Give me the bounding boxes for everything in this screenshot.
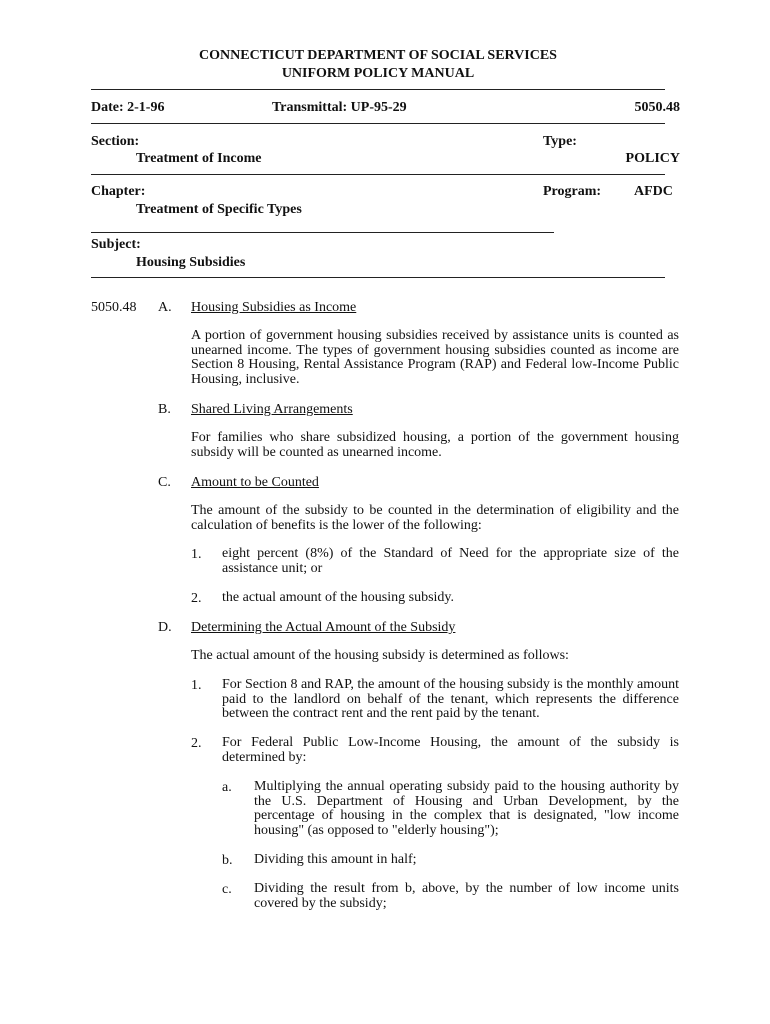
type-value: POLICY [625, 151, 680, 166]
list-number: 2. [191, 736, 202, 751]
transmittal-field: Transmittal: UP-95-29 [272, 100, 407, 115]
divider [91, 123, 665, 124]
manual-title-line2: UNIFORM POLICY MANUAL [281, 66, 475, 81]
paragraph-c: The amount of the subsidy to be counted in the determination of eligibility and the calculation of benefits is the lower of the following: [191, 503, 679, 533]
divider [91, 174, 665, 175]
program-value: AFDC [634, 184, 673, 199]
list-item: For Federal Public Low-Income Housing, the amount of the subsidy is determined by: [222, 735, 679, 765]
chapter-label: Chapter: [91, 184, 146, 199]
section-value: Treatment of Income [136, 151, 262, 166]
item-marker-b: B. [158, 402, 171, 417]
list-item: eight percent (8%) of the Standard of Need for the appropriate size of the assistance unit; or [222, 546, 679, 576]
date-field: Date: 2-1-96 [91, 100, 165, 115]
item-marker-a: A. [158, 300, 172, 315]
heading-housing-subsidies-as-income: Housing Subsidies as Income [191, 300, 357, 315]
heading-determining-actual-amount: Determining the Actual Amount of the Subsidy [191, 620, 456, 635]
manual-title-line1: CONNECTICUT DEPARTMENT OF SOCIAL SERVICES [199, 48, 557, 63]
policy-number: 5050.48 [634, 100, 680, 115]
chapter-value: Treatment of Specific Types [136, 202, 302, 217]
program-label: Program: [543, 184, 602, 199]
sublist-letter: b. [222, 853, 233, 868]
type-label: Type: [543, 134, 577, 149]
sublist-letter: a. [222, 780, 232, 795]
paragraph-a: A portion of government housing subsidies received by assistance units is counted as unearned income. The types of government housing subsidies counted as income are Section 8 Housing, Rental Assistance Program (RAP) and Federal low-Income Public Housing, inclusive. [191, 328, 679, 387]
divider [91, 277, 665, 278]
subject-value: Housing Subsidies [136, 255, 246, 270]
sublist-item: Dividing the result from b, above, by the number of low income units covered by the subsidy; [254, 881, 679, 911]
list-item: For Section 8 and RAP, the amount of the housing subsidy is the monthly amount paid to the landlord on behalf of the tenant, which represents the difference between the contract rent and the rent paid by the tenant. [222, 677, 679, 722]
divider [91, 89, 665, 90]
sublist-item: Dividing this amount in half; [254, 852, 417, 867]
sublist-letter: c. [222, 882, 232, 897]
heading-amount-to-be-counted: Amount to be Counted [191, 475, 319, 490]
section-label: Section: [91, 134, 140, 149]
subject-label: Subject: [91, 237, 141, 252]
list-item: the actual amount of the housing subsidy. [222, 590, 454, 605]
divider [91, 232, 554, 233]
list-number: 1. [191, 547, 202, 562]
item-marker-d: D. [158, 620, 172, 635]
sublist-item: Multiplying the annual operating subsidy paid to the housing authority by the U.S. Department of Housing and Urban Development, by the percentage of housing in the complex that is designated, "low income housing" (as opposed to "elderly housing"); [254, 779, 679, 838]
heading-shared-living-arrangements: Shared Living Arrangements [191, 402, 353, 417]
paragraph-d: The actual amount of the housing subsidy is determined as follows: [191, 648, 569, 663]
list-number: 2. [191, 591, 202, 606]
paragraph-b: For families who share subsidized housing, a portion of the government housing subsidy will be counted as unearned income. [191, 430, 679, 460]
list-number: 1. [191, 678, 202, 693]
section-number: 5050.48 [91, 300, 137, 315]
item-marker-c: C. [158, 475, 171, 490]
